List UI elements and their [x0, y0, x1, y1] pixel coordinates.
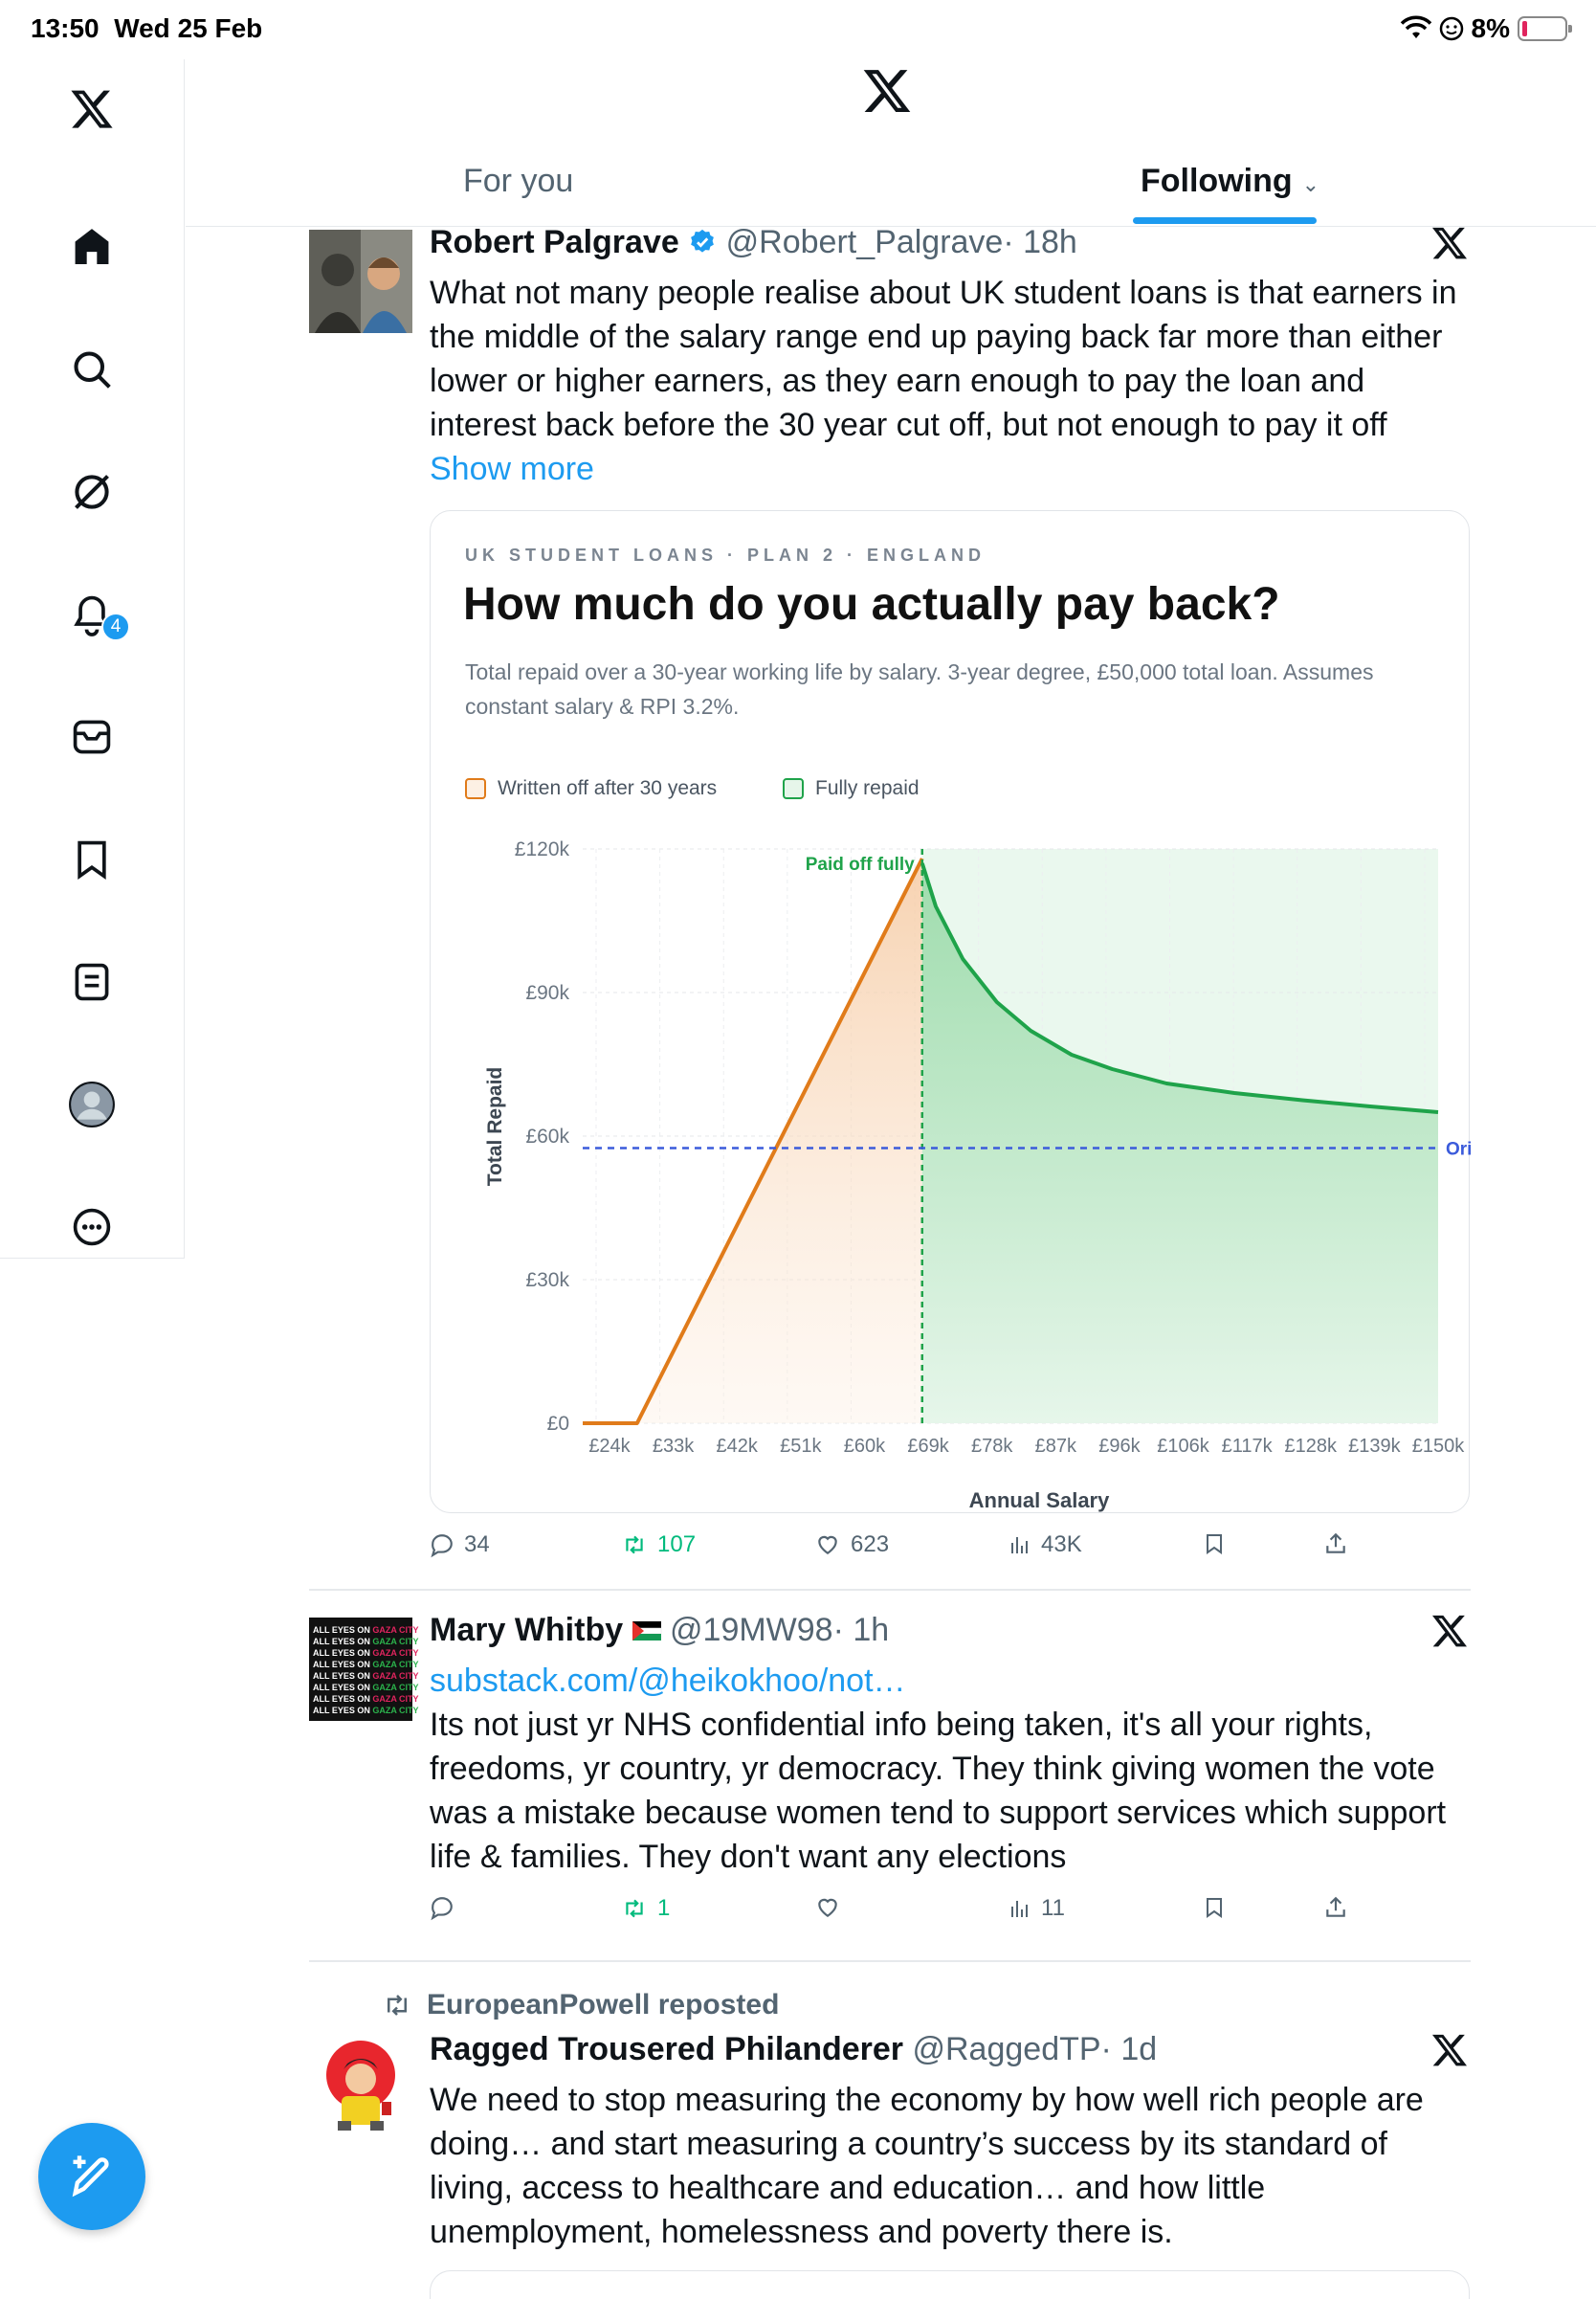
tweet-link[interactable]: substack.com/@heikokhoo/not…	[430, 1663, 906, 1699]
views-icon	[1009, 1533, 1031, 1556]
svg-text:ALL EYES ON GAZA CITY: ALL EYES ON GAZA CITY	[313, 1625, 419, 1635]
profile-icon[interactable]	[63, 1076, 121, 1133]
legend-swatch	[783, 778, 804, 799]
status-bar	[0, 0, 1596, 59]
repost-count: 107	[657, 1531, 697, 1557]
share-button[interactable]	[1323, 1895, 1348, 1920]
tweet-actions	[430, 1895, 1386, 1933]
chevron-down-icon[interactable]: ⌄	[1301, 172, 1320, 196]
tweet-actions	[430, 1531, 1386, 1570]
view-count: 43K	[1041, 1531, 1082, 1557]
avatar[interactable]	[309, 1618, 419, 1721]
reply-button[interactable]	[430, 1531, 490, 1558]
author-name[interactable]: Robert Palgrave	[430, 224, 679, 260]
tweet-divider	[309, 1589, 1471, 1591]
bookmark-icon	[1203, 1531, 1226, 1556]
grok-x-icon[interactable]	[1430, 2031, 1473, 2073]
active-tab-indicator	[1133, 217, 1317, 224]
like-count: 623	[851, 1531, 890, 1557]
x-tick-label: £106k	[1157, 1436, 1209, 1457]
grok-x-icon[interactable]	[1430, 1612, 1473, 1654]
chart-subtitle: Total repaid over a 30-year working life by salary. 3-year degree, £50,000 total loan. Assumes constant salary & RPI 3.2%.	[465, 659, 1374, 719]
grok-x-icon[interactable]	[1430, 224, 1473, 266]
lists-icon[interactable]	[63, 953, 121, 1011]
battery-icon	[1518, 16, 1567, 41]
y-tick-label: £30k	[525, 1269, 569, 1291]
heart-icon	[814, 1895, 841, 1920]
compose-icon	[67, 2152, 117, 2201]
compose-post-button[interactable]	[38, 2123, 145, 2230]
views-button[interactable]	[1009, 1895, 1065, 1922]
heart-icon	[814, 1532, 841, 1557]
tweet-time: · 1d	[1100, 2031, 1158, 2067]
tweet-time: · 18h	[1003, 224, 1077, 260]
x-tick-label: £139k	[1348, 1436, 1401, 1457]
legend-label: Fully repaid	[815, 777, 920, 799]
x-tick-label: £51k	[780, 1436, 822, 1457]
wifi-icon	[1401, 17, 1431, 40]
author-handle[interactable]: @19MW98	[670, 1612, 833, 1648]
svg-text:ALL EYES ON GAZA CITY: ALL EYES ON GAZA CITY	[313, 1648, 419, 1658]
focus-icon	[1439, 16, 1464, 41]
legend-label: Written off after 30 years	[498, 777, 718, 799]
repost-label[interactable]: EuropeanPowell reposted	[427, 1989, 780, 2020]
reply-icon	[430, 1532, 454, 1557]
x-tick-label: £60k	[843, 1436, 886, 1457]
tweet-text: We need to stop measuring the economy by how well rich people are doing… and start measuring a country’s success by its standard of living, access to healthcare and education… and how little unemployment, homelessness and poverty there is.	[430, 2082, 1424, 2250]
legend-swatch	[465, 778, 486, 799]
x-tick-label: £33k	[652, 1436, 695, 1457]
bookmark-button[interactable]	[1203, 1895, 1226, 1920]
x-logo-icon	[861, 65, 920, 124]
tweet-text	[430, 1659, 1473, 1879]
tweet-header	[430, 1612, 889, 1649]
chart-kicker: UK STUDENT LOANS · PLAN 2 · ENGLAND	[465, 546, 986, 565]
y-tick-label: £90k	[525, 982, 569, 1004]
tweet-body: Its not just yr NHS confidential info being taken, it's all your rights, freedoms, yr country, yr democracy. They think giving women the vote was a mistake because women tend to support services which support life & families. They don't want any elections	[430, 1707, 1447, 1875]
views-button[interactable]	[1009, 1531, 1082, 1558]
author-handle[interactable]: @Robert_Palgrave	[725, 224, 1004, 260]
reply-icon	[430, 1895, 454, 1920]
svg-text:ALL EYES ON GAZA CITY: ALL EYES ON GAZA CITY	[313, 1683, 419, 1692]
tweet-divider	[309, 1960, 1471, 1962]
avatar[interactable]	[309, 230, 412, 333]
bookmark-icon	[1203, 1895, 1226, 1920]
series-area-written-off	[583, 859, 922, 1423]
tweet-time: · 1h	[832, 1612, 890, 1648]
area-chart	[431, 798, 1471, 1514]
author-handle[interactable]: @RaggedTP	[912, 2031, 1101, 2067]
annotation-paid-off: Paid off fully	[805, 855, 915, 875]
legend-item-written-off	[465, 777, 717, 800]
notification-badge: 4	[101, 613, 130, 641]
x-axis-title: Annual Salary	[968, 1488, 1110, 1512]
repost-button[interactable]	[621, 1531, 696, 1558]
chart-title: How much do you actually pay back?	[463, 579, 1280, 630]
like-button[interactable]	[814, 1895, 851, 1920]
bookmark-button[interactable]	[1203, 1531, 1226, 1556]
grok-icon[interactable]	[63, 463, 121, 521]
timeline-tabs	[186, 144, 1596, 227]
svg-text:ALL EYES ON GAZA CITY: ALL EYES ON GAZA CITY	[313, 1637, 419, 1646]
svg-text:ALL EYES ON GAZA CITY: ALL EYES ON GAZA CITY	[313, 1694, 419, 1704]
view-count: 11	[1041, 1895, 1065, 1921]
sidebar	[0, 59, 185, 1259]
y-tick-label: £120k	[514, 838, 569, 860]
share-icon	[1323, 1895, 1348, 1920]
tab-following-label: Following	[1141, 163, 1293, 199]
x-tick-label: £96k	[1098, 1436, 1141, 1457]
like-button[interactable]	[814, 1531, 889, 1558]
x-tick-label: £24k	[588, 1436, 631, 1457]
reply-button[interactable]	[430, 1895, 464, 1920]
views-icon	[1009, 1897, 1031, 1920]
repost-count: 1	[657, 1895, 671, 1921]
show-more-link[interactable]: Show more	[430, 451, 594, 487]
status-time: 13:50 Wed 25 Feb	[31, 13, 263, 43]
x-tick-label: £117k	[1221, 1436, 1273, 1457]
tab-following[interactable]	[1141, 163, 1319, 200]
tweet-header	[430, 224, 1077, 261]
avatar[interactable]	[309, 2037, 412, 2140]
repost-button[interactable]	[621, 1895, 670, 1922]
x-tick-label: £78k	[971, 1436, 1013, 1457]
y-axis-title: Total Repaid	[484, 1066, 506, 1187]
svg-text:ALL EYES ON GAZA CITY: ALL EYES ON GAZA CITY	[313, 1660, 419, 1669]
battery-percent: 8%	[1471, 13, 1510, 43]
x-tick-label: £69k	[907, 1436, 949, 1457]
author-name[interactable]: Mary Whitby	[430, 1612, 624, 1648]
messages-icon[interactable]	[63, 708, 121, 766]
reference-line-label: Ori	[1446, 1139, 1473, 1160]
x-logo-icon[interactable]	[63, 80, 121, 138]
author-name[interactable]: Ragged Trousered Philanderer	[430, 2031, 904, 2067]
tab-for-you[interactable]: For you	[463, 163, 574, 199]
x-tick-label: £42k	[716, 1436, 758, 1457]
x-tick-label: £150k	[1411, 1436, 1465, 1457]
tweet-header	[430, 2031, 1157, 2068]
repost-icon	[381, 1991, 413, 2020]
more-icon[interactable]	[63, 1198, 121, 1256]
bookmarks-icon[interactable]	[63, 831, 121, 888]
home-icon[interactable]	[63, 218, 121, 276]
media-card[interactable]	[430, 2270, 1470, 2299]
legend-item-fully-repaid	[783, 777, 920, 800]
search-icon[interactable]	[63, 341, 121, 398]
x-tick-label: £128k	[1284, 1436, 1338, 1457]
x-tick-label: £87k	[1034, 1436, 1076, 1457]
tweet-text: What not many people realise about UK student loans is that earners in the middle of the salary range end up paying back far more than either lower or higher earners, as they earn enough to pay the loan and interest back before the 30 year cut off, but not enough to pay it off Show more	[430, 275, 1457, 487]
y-tick-label: £60k	[525, 1126, 569, 1148]
reply-count: 34	[464, 1531, 490, 1557]
verified-badge-icon	[688, 228, 717, 257]
repost-icon	[621, 1532, 648, 1557]
share-button[interactable]	[1323, 1531, 1348, 1556]
repost-context	[381, 1989, 779, 2021]
svg-text:ALL EYES ON GAZA CITY: ALL EYES ON GAZA CITY	[313, 1706, 419, 1715]
palestine-flag-icon	[632, 1621, 661, 1641]
y-tick-label: £0	[546, 1413, 569, 1435]
svg-text:ALL EYES ON GAZA CITY: ALL EYES ON GAZA CITY	[313, 1671, 419, 1681]
repost-icon	[621, 1896, 648, 1921]
share-icon	[1323, 1531, 1348, 1556]
chart-image[interactable]	[430, 510, 1473, 1513]
